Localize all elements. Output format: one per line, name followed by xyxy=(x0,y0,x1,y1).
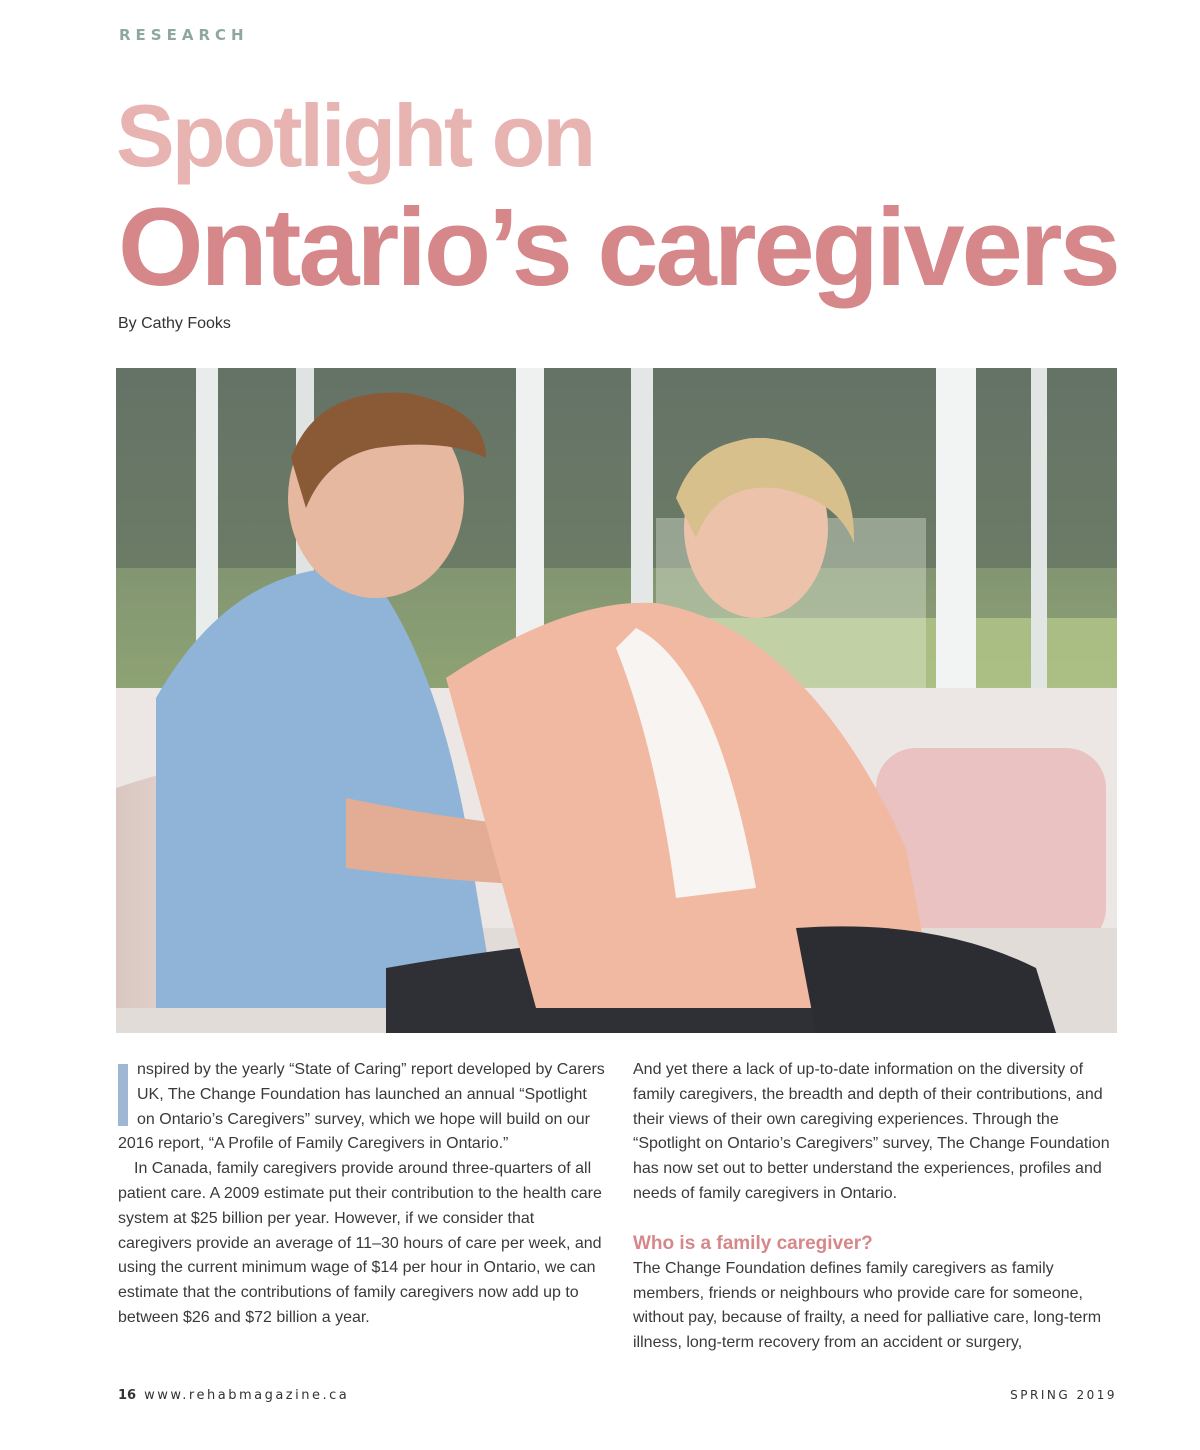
website-link[interactable]: www.rehabmagazine.ca xyxy=(144,1388,350,1403)
title-line-2: Ontario’s caregivers xyxy=(118,186,1118,309)
article-column-right xyxy=(633,1058,1123,1356)
article-paragraph-3: And yet there a lack of up-to-date information on the diversity of family caregivers, the breadth and depth of their contributions, and their views of their own caregiving experiences. Through the “Spotlight on Ontario’s Caregivers” survey, The Change Foundation has now set out to better understand the experiences, profiles and needs of family caregivers in Ontario. xyxy=(633,1061,1110,1202)
issue-label: SPRING 2019 xyxy=(1010,1388,1117,1402)
paragraph-text: nspired by the yearly “State of Caring” report developed by Carers UK, The Change Foundation has launched an annual “Spotlight on Ontario’s Caregivers” survey, which we hope will build on our 2016 report, “A Profile of Family Caregivers in Ontario.” xyxy=(118,1061,605,1153)
title-line-1: Spotlight on xyxy=(116,86,594,185)
article-paragraph-1 xyxy=(118,1058,608,1157)
section-label: RESEARCH xyxy=(119,26,249,44)
article-photo xyxy=(116,368,1117,1033)
article-column-left xyxy=(118,1058,608,1331)
article-paragraph-4: The Change Foundation defines family caregivers as family members, friends or neighbours who provide care for someone, without pay, because of frailty, a need for palliative care, long-term illness, long-term recovery from an accident or surgery, xyxy=(633,1259,1102,1352)
dropcap-i xyxy=(118,1064,128,1126)
article-paragraph-2: In Canada, family caregivers provide around three-quarters of all patient care. A 2009 estimate put their contribution to the health care system at $25 billion per year. However, if we consider that caregivers provide an average of 11–30 hours of care per week, and using the current minimum wage of $14 per hour in Ontario, we can estimate that the contributions of family caregivers now add up to between $26 and $72 billion a year. xyxy=(118,1160,602,1326)
page-number: 16 xyxy=(118,1388,137,1403)
section-subhead: Who is a family caregiver? xyxy=(633,1232,873,1254)
footer-left xyxy=(118,1388,349,1403)
byline: By Cathy Fooks xyxy=(118,315,231,332)
